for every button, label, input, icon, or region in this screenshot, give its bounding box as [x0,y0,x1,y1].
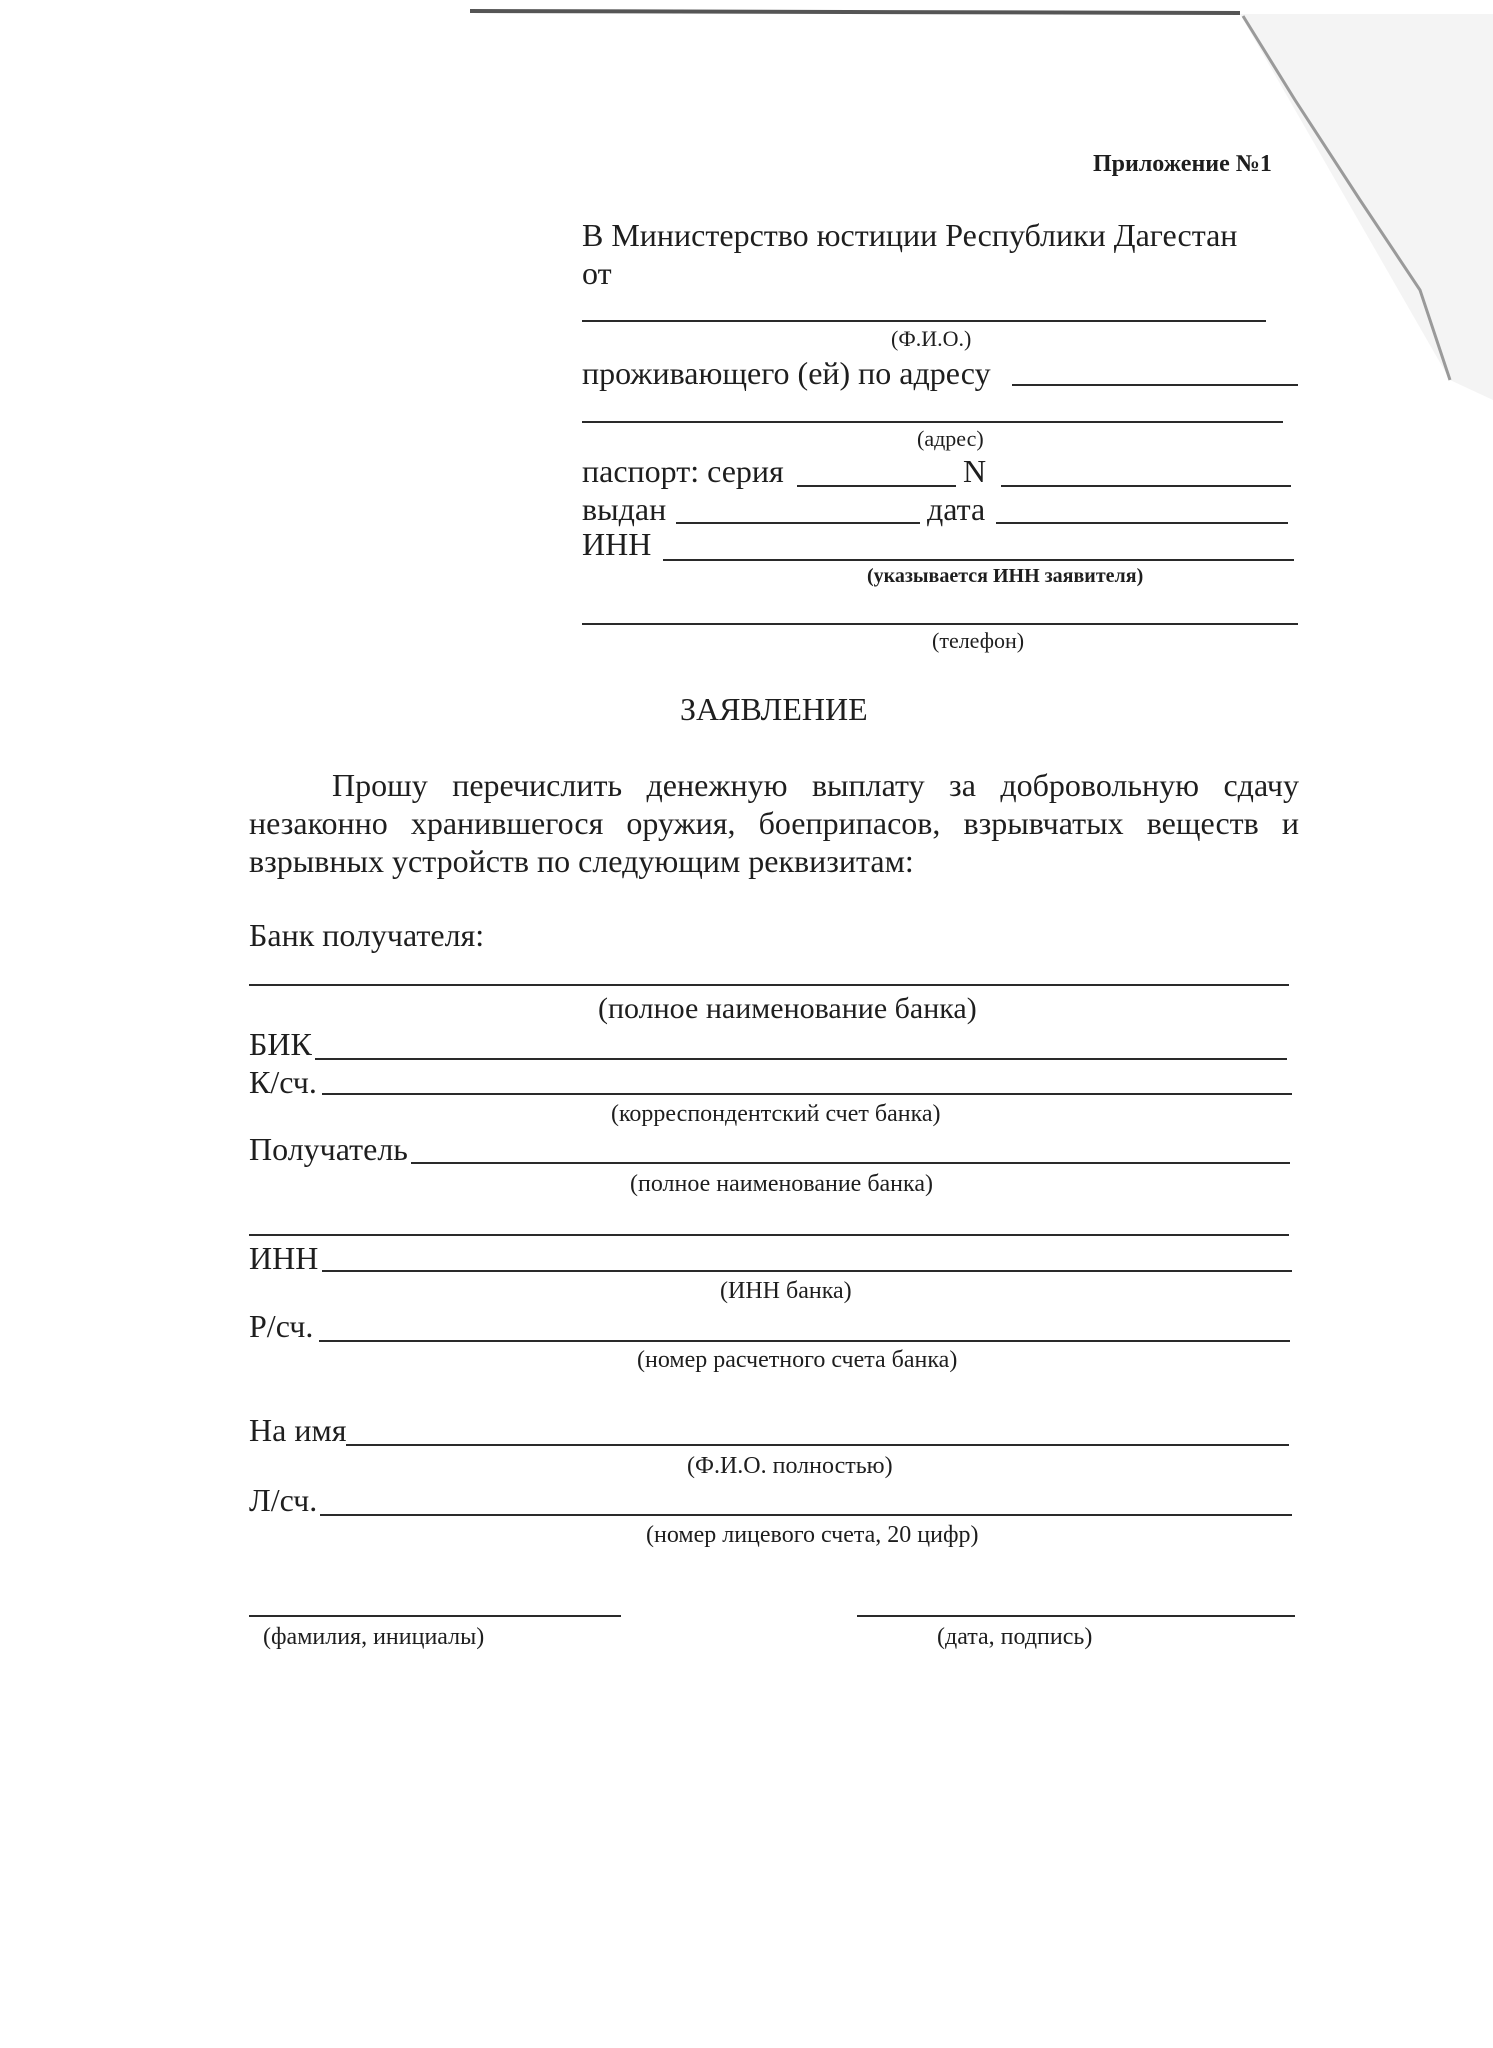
recipient-line-2[interactable] [249,1234,1289,1236]
issued-line[interactable] [676,522,920,524]
date-sign-line[interactable] [857,1615,1295,1617]
body-line-1 [332,769,1299,801]
recipient-ministry: В Министерство юстиции Республики Дагестан [582,217,1238,253]
from-label: от [582,255,612,291]
body-word: Прошу [332,767,428,803]
recipient-caption: (полное наименование банка) [630,1171,933,1197]
inn-bank-label: ИНН [249,1240,319,1276]
ls-label: Л/сч. [249,1482,318,1518]
inn-line[interactable] [663,559,1294,561]
bik-line[interactable] [315,1058,1287,1060]
ls-line[interactable] [320,1514,1292,1516]
body-word: веществ [1146,805,1259,841]
fio-line[interactable] [582,320,1266,322]
date-label: дата [927,491,986,527]
passport-number-label: N [963,453,987,489]
issued-label: выдан [582,491,667,527]
rs-label: Р/сч. [249,1308,314,1344]
body-word: хранившегося [410,805,604,841]
inn-label: ИНН [582,526,652,562]
body-word: добровольную [1000,767,1199,803]
bank-caption: (полное наименование банка) [598,992,977,1025]
passport-series-line[interactable] [797,485,956,487]
fio-caption: (Ф.И.О.) [891,326,972,351]
document-title: ЗАЯВЛЕНИЕ [680,691,868,727]
address-line-2[interactable] [582,421,1283,423]
inn-bank-line[interactable] [322,1270,1292,1272]
body-word: оружия, [626,805,736,841]
date-line[interactable] [996,522,1288,524]
bank-label: Банк получателя: [249,917,485,953]
body-word: сдачу [1223,767,1299,803]
ls-caption: (номер лицевого счета, 20 цифр) [646,1522,979,1548]
ks-line[interactable] [322,1093,1292,1095]
body-line-3: взрывных устройств по следующим реквизитам: [249,843,914,879]
recipient-label: Получатель [249,1131,408,1167]
name-caption: (Ф.И.О. полностью) [687,1453,893,1479]
body-word: выплату [811,767,925,803]
recipient-line-1[interactable] [411,1162,1290,1164]
address-line-1[interactable] [1012,384,1298,386]
body-word: перечислить [452,767,623,803]
rs-caption: (номер расчетного счета банка) [637,1347,958,1373]
body-word: денежную [646,767,788,803]
body-word: боеприпасов, [758,805,941,841]
bik-label: БИК [249,1026,312,1062]
surname-caption: (фамилия, инициалы) [263,1624,485,1650]
address-caption: (адрес) [917,426,984,451]
name-line[interactable] [346,1444,1289,1446]
ks-caption: (корреспондентский счет банка) [611,1101,941,1127]
body-word: и [1281,805,1299,841]
body-word: взрывчатых [963,805,1124,841]
inn-bank-caption: (ИНН банка) [720,1278,852,1304]
rs-line[interactable] [319,1340,1290,1342]
body-word: незаконно [249,805,388,841]
inn-caption: (указывается ИНН заявителя) [867,565,1144,587]
appendix-label: Приложение №1 [1093,151,1272,177]
ks-label: К/сч. [249,1064,317,1100]
body-line-2 [249,807,1299,839]
bank-line[interactable] [249,984,1289,986]
phone-line[interactable] [582,623,1298,625]
phone-caption: (телефон) [932,628,1025,653]
surname-line[interactable] [249,1615,621,1617]
date-sign-caption: (дата, подпись) [937,1624,1093,1650]
body-word: за [949,767,976,803]
passport-series-label: паспорт: серия [582,453,784,489]
name-label: На имя [249,1412,347,1448]
passport-number-line[interactable] [1001,485,1291,487]
address-label: проживающего (ей) по адресу [582,355,991,391]
